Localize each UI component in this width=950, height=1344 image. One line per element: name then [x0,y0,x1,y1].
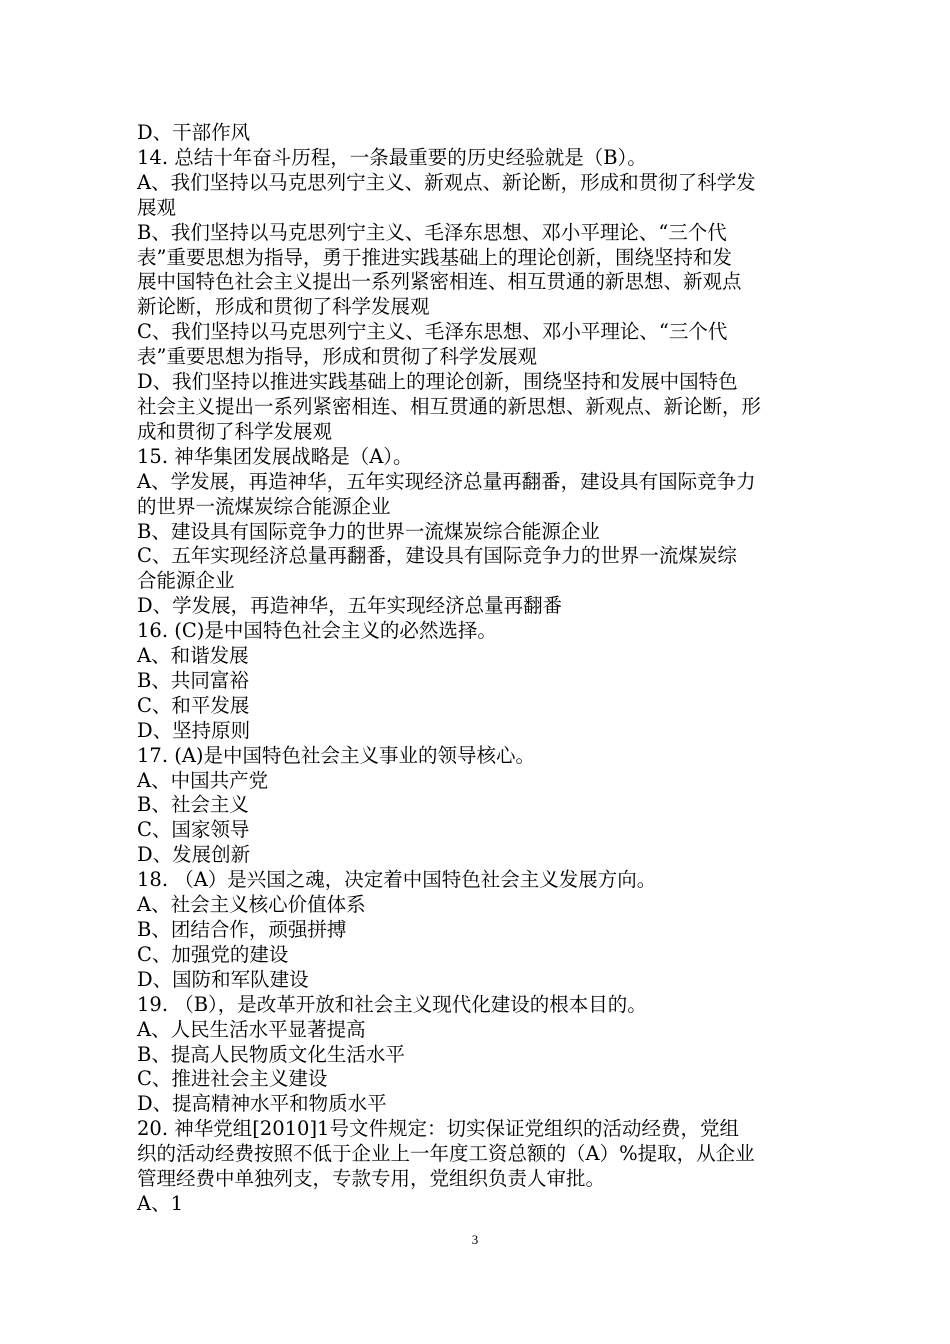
text-line: 表”重要思想为指导，形成和贯彻了科学发展观 [137,345,537,369]
text-line: A、学发展，再造神华，五年实现经济总量再翻番，建设具有国际竞争力 [137,469,756,493]
text-line: 展观 [137,195,177,219]
text-line: 表”重要思想为指导，勇于推进实践基础上的理论创新，围绕坚持和发 [137,245,732,269]
question-18: 18. （A）是兴国之魂，决定着中国特色社会主义发展方向。 [137,868,657,892]
text-line: B、社会主义 [137,793,249,817]
text-line: 管理经费中单独列支，专款专用，党组织负责人审批。 [137,1167,606,1191]
question-14: 14. 总结十年奋斗历程，一条最重要的历史经验就是（B）。 [137,145,647,169]
text-line: A、中国共产党 [137,768,269,792]
text-line: D、国防和军队建设 [137,967,309,991]
text-line: A、我们坚持以马克思列宁主义、新观点、新论断，形成和贯彻了科学发 [137,170,756,194]
text-line: B、提高人民物质文化生活水平 [137,1042,405,1066]
text-line: B、团结合作，顽强拼搏 [137,918,347,941]
text-line: C、加强党的建设 [137,942,289,966]
text-line: C、我们坚持以马克思列宁主义、毛泽东思想、邓小平理论、“三个代 [137,320,728,344]
text-line: 的世界一流煤炭综合能源企业 [137,494,391,518]
text-line: C、和平发展 [137,693,250,717]
question-16: 16. (C)是中国特色社会主义的必然选择。 [137,619,497,643]
text-line: 织的活动经费按照不低于企业上一年度工资总额的（A）%提取，从企业 [137,1142,755,1166]
text-line: D、干部作风 [137,121,251,144]
text-line: 社会主义提出一系列紧密相连、相互贯通的新思想、新观点、新论断，形 [137,394,762,418]
text-line: B、建设具有国际竞争力的世界一流煤炭综合能源企业 [137,519,600,543]
text-line: 展中国特色社会主义提出一系列紧密相连、相互贯通的新思想、新观点 [137,270,742,294]
document-body [137,121,817,1217]
text-line: D、发展创新 [137,843,251,867]
text-line: A、人民生活水平显著提高 [137,1017,366,1041]
text-line: A、社会主义核心价值体系 [137,893,366,917]
text-line: C、五年实现经济总量再翻番，建设具有国际竞争力的世界一流煤炭综 [137,544,737,568]
text-line: A、1 [137,1191,183,1215]
text-line: B、我们坚持以马克思列宁主义、毛泽东思想、邓小平理论、“三个代 [137,220,727,244]
text-line: 新论断，形成和贯彻了科学发展观 [137,295,430,319]
text-line: D、我们坚持以推进实践基础上的理论创新，围绕坚持和发展中国特色 [137,370,738,394]
text-line: 成和贯彻了科学发展观 [137,419,333,443]
page-number: 3 [471,1232,479,1247]
text-line: C、国家领导 [137,818,250,842]
text-line: D、学发展，再造神华，五年实现经济总量再翻番 [137,594,563,618]
text-line: 合能源企业 [137,569,235,593]
question-19: 19. （B），是改革开放和社会主义现代化建设的根本目的。 [137,992,647,1016]
text-line: B、共同富裕 [137,668,249,692]
text-line: D、提高精神水平和物质水平 [137,1092,387,1116]
question-17: 17. (A)是中国特色社会主义事业的领导核心。 [137,743,536,767]
question-20: 20. 神华党组[2010]1号文件规定：切实保证党组织的活动经费，党组 [137,1117,739,1141]
question-15: 15. 神华集团发展战略是（A）。 [137,444,413,468]
text-line: A、和谐发展 [137,644,249,668]
text-line: C、推进社会主义建设 [137,1067,328,1091]
text-line: D、坚持原则 [137,718,251,742]
